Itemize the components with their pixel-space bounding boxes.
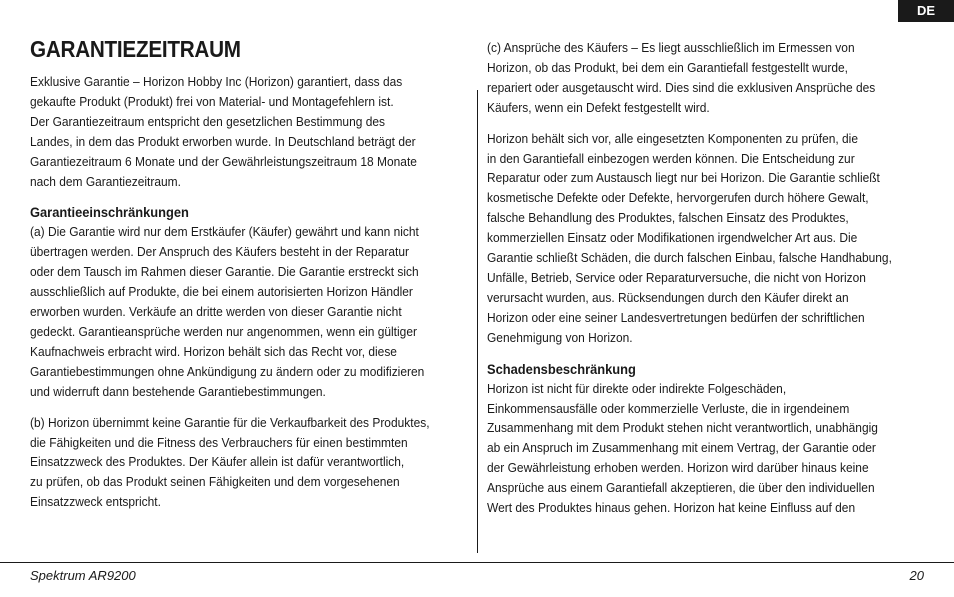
- text-line: repariert oder ausgetauscht wird. Dies sind die exklusiven Ansprüche des: [487, 79, 876, 95]
- text-line: Wert des Produktes hinaus gehen. Horizon hat keine Einfluss auf den: [487, 500, 856, 516]
- text-line: oder dem Tausch im Rahmen dieser Garantie. Die Garantie erstreckt sich: [30, 264, 419, 280]
- text-line: Käufers, wenn ein Defekt festgestellt wird.: [487, 99, 710, 115]
- text-line: Der Garantiezeitraum entspricht den gesetzlichen Bestimmung des: [30, 113, 385, 129]
- text-line: Einsatzzweck des Produktes. Der Käufer allein ist dafür verantwortlich,: [30, 454, 405, 470]
- left-column: [30, 36, 470, 512]
- text-line: Unfälle, Betrieb, Service oder Reparaturversuche, die nicht von Horizon: [487, 269, 866, 285]
- text-line: Horizon oder eine seiner Landesvertretungen bedürfen der schriftlichen: [487, 309, 865, 325]
- paragraph-d: [487, 129, 934, 348]
- intro-paragraph: [30, 72, 467, 191]
- text-line: falsche Behandlung des Produktes, falschen Einsatz des Produktes,: [487, 210, 849, 226]
- text-line: gedeckt. Garantieansprüche werden nur angenommen, wenn ein gültiger: [30, 323, 417, 339]
- text-line: Ansprüche aus einem Garantiefall akzeptieren, die über den individuellen: [487, 480, 875, 496]
- text-line: Exklusive Garantie – Horizon Hobby Inc (Horizon) garantiert, dass das: [30, 74, 403, 89]
- footer-product-name: Spektrum AR9200: [30, 568, 136, 583]
- text-line: der Gewährleistung erhoben werden. Horizon wird darüber hinaus keine: [487, 460, 869, 476]
- paragraph-e: [487, 379, 934, 518]
- text-line: ab ein Anspruch im Zusammenhang mit einem Vertrag, der Garantie oder: [487, 440, 876, 456]
- text-line: Landes, in dem das Produkt erworben wurde. In Deutschland beträgt der: [30, 133, 416, 149]
- text-line: Garantie schließt Schäden, die durch falschen Einbau, falsche Handhabung,: [487, 250, 892, 266]
- footer-page-number: 20: [909, 568, 924, 583]
- section-heading-damage-limits: Schadensbeschränkung: [487, 360, 636, 377]
- column-divider: [477, 90, 478, 553]
- text-line: (b) Horizon übernimmt keine Garantie für die Verkaufbarkeit des Produktes,: [30, 414, 430, 430]
- text-line: Horizon behält sich vor, alle eingesetzten Komponenten zu prüfen, die: [487, 130, 859, 146]
- text-line: Einsatzzweck entspricht.: [30, 494, 161, 510]
- paragraph-c: [487, 38, 934, 118]
- paragraph-a: [30, 222, 467, 401]
- text-line: in den Garantiefall einbezogen werden können. Die Entscheidung zur: [487, 150, 855, 166]
- text-line: Genehmigung von Horizon.: [487, 329, 633, 345]
- text-line: verursacht wurden, aus. Rücksendungen durch den Käufer direkt an: [487, 289, 849, 305]
- text-line: gekaufte Produkt (Produkt) frei von Material- und Montagefehlern ist.: [30, 93, 394, 109]
- text-line: (c) Ansprüche des Käufers – Es liegt ausschließlich im Ermessen von: [487, 40, 855, 55]
- text-line: und widerruft dann bestehende Garantiebestimmungen.: [30, 383, 326, 399]
- text-line: Kaufnachweis erbracht wird. Horizon behält sich das Recht vor, diese: [30, 343, 397, 359]
- right-column: [487, 38, 937, 518]
- text-line: Zusammenhang mit dem Produkt stehen nicht verantwortlich, unabhängig: [487, 420, 878, 436]
- page-title: GARANTIEZEITRAUM: [30, 36, 241, 62]
- text-line: kosmetische Defekte oder Defekte, hervorgerufen durch höhere Gewalt,: [487, 190, 869, 206]
- language-badge: DE: [898, 0, 954, 22]
- text-line: Einkommensausfälle oder kommerzielle Verluste, die in irgendeinem: [487, 400, 850, 416]
- text-line: Horizon ist nicht für direkte oder indirekte Folgeschäden,: [487, 380, 787, 396]
- text-line: Garantiezeitraum 6 Monate und der Gewährleistungszeitraum 18 Monate: [30, 153, 417, 169]
- text-line: (a) Die Garantie wird nur dem Erstkäufer (Käufer) gewährt und kann nicht: [30, 224, 419, 240]
- text-line: zu prüfen, ob das Produkt seinen Fähigkeiten und dem vorgesehenen: [30, 474, 400, 490]
- text-line: Horizon, ob das Produkt, bei dem ein Garantiefall festgestellt wurde,: [487, 59, 848, 75]
- paragraph-b: [30, 413, 467, 513]
- text-line: ausschließlich auf Produkte, die bei einem autorisierten Horizon Händler: [30, 284, 413, 300]
- text-line: Reparatur oder zum Austausch liegt nur bei Horizon. Die Garantie schließt: [487, 170, 880, 186]
- text-line: Garantiebestimmungen ohne Ankündigung zu ändern oder zu modifizieren: [30, 363, 425, 379]
- text-line: erworben wurden. Verkäufe an dritte werden von dieser Garantie nicht: [30, 304, 402, 320]
- footer-rule: [0, 562, 954, 563]
- text-line: kommerziellen Einsatz oder Modifikationen irgendwelcher Art aus. Die: [487, 230, 858, 246]
- text-line: nach dem Garantiezeitraum.: [30, 173, 181, 189]
- section-heading-warranty-limits: Garantieeinschränkungen: [30, 204, 189, 221]
- text-line: übertragen werden. Der Anspruch des Käufers besteht in der Reparatur: [30, 244, 409, 260]
- text-line: die Fähigkeiten und die Fitness des Verbrauchers für einen bestimmten: [30, 434, 408, 450]
